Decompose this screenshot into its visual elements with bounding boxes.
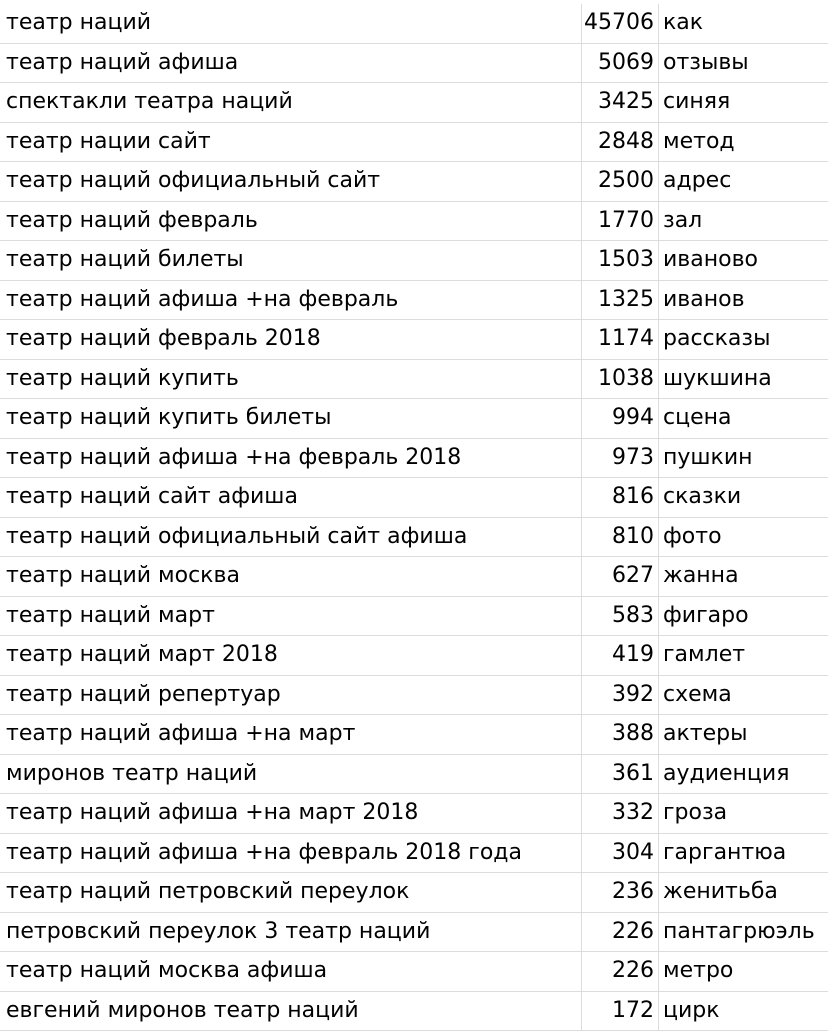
word-cell[interactable]: рассказы [663, 326, 771, 352]
table-row [0, 992, 828, 1032]
word-cell[interactable]: как [663, 10, 704, 36]
word-cell[interactable]: фигаро [663, 602, 749, 628]
table-row [0, 755, 828, 795]
table-row [0, 281, 828, 321]
query-cell[interactable]: театр наций официальный сайт афиша [0, 518, 582, 557]
word-cell[interactable]: схема [663, 681, 732, 707]
word-cell[interactable]: шукшина [663, 365, 772, 391]
word-cell[interactable]: зал [663, 207, 703, 233]
table-row [0, 636, 828, 676]
table-row [0, 873, 828, 913]
count-cell[interactable]: 172 [582, 992, 659, 1031]
query-cell[interactable]: театр наций афиша +на февраль [0, 281, 582, 320]
count-cell[interactable]: 1038 [582, 360, 659, 399]
word-cell[interactable]: отзывы [663, 49, 749, 75]
table-row [0, 320, 828, 360]
count-cell[interactable]: 236 [582, 873, 659, 912]
count-cell[interactable]: 2848 [582, 123, 659, 162]
count-cell[interactable]: 1770 [582, 202, 659, 241]
table-row [0, 360, 828, 400]
query-cell[interactable]: театр наций купить [0, 360, 582, 399]
count-cell[interactable]: 304 [582, 834, 659, 873]
count-cell[interactable]: 810 [582, 518, 659, 557]
count-cell[interactable]: 1174 [582, 320, 659, 359]
count-cell[interactable]: 3425 [582, 83, 659, 122]
query-cell[interactable]: театр наций сайт афиша [0, 478, 582, 517]
word-cell[interactable]: фото [663, 523, 722, 549]
table-row [0, 952, 828, 992]
query-cell[interactable]: театр наций февраль [0, 202, 582, 241]
query-cell[interactable]: театр наций февраль 2018 [0, 320, 582, 359]
query-cell[interactable]: евгений миронов театр наций [0, 992, 582, 1031]
count-cell[interactable]: 226 [582, 913, 659, 952]
query-cell[interactable]: театр наций официальный сайт [0, 162, 582, 201]
count-cell[interactable]: 627 [582, 557, 659, 596]
table-row [0, 557, 828, 597]
table-row [0, 202, 828, 242]
count-cell[interactable]: 994 [582, 399, 659, 438]
word-cell[interactable]: пушкин [663, 444, 753, 470]
word-cell[interactable]: синяя [663, 89, 731, 115]
word-cell[interactable]: метро [663, 958, 734, 984]
query-cell[interactable]: театр наций афиша +на февраль 2018 года [0, 834, 582, 873]
count-cell[interactable]: 226 [582, 952, 659, 991]
query-cell[interactable]: театр наций билеты [0, 241, 582, 280]
word-cell[interactable]: гроза [663, 800, 728, 826]
table-row [0, 597, 828, 637]
count-cell[interactable]: 1325 [582, 281, 659, 320]
table-row [0, 4, 828, 44]
word-cell[interactable]: иваново [663, 247, 759, 273]
word-cell[interactable]: иванов [663, 286, 745, 312]
word-cell[interactable]: гамлет [663, 642, 746, 668]
query-cell[interactable]: театр наций петровский переулок [0, 873, 582, 912]
table-row [0, 162, 828, 202]
table-row [0, 241, 828, 281]
table-row [0, 478, 828, 518]
query-cell[interactable]: театр наций москва [0, 557, 582, 596]
query-cell[interactable]: театр нации сайт [0, 123, 582, 162]
count-cell[interactable]: 361 [582, 755, 659, 794]
word-cell[interactable]: пантагрюэль [663, 918, 815, 944]
count-cell[interactable]: 583 [582, 597, 659, 636]
query-cell[interactable]: театр наций афиша +на март [0, 715, 582, 754]
query-cell[interactable]: театр наций купить билеты [0, 399, 582, 438]
query-cell[interactable]: театр наций март 2018 [0, 636, 582, 675]
word-cell[interactable]: сцена [663, 405, 732, 431]
word-cell[interactable]: жанна [663, 563, 739, 589]
query-cell[interactable]: петровский переулок 3 театр наций [0, 913, 582, 952]
query-cell[interactable]: миронов театр наций [0, 755, 582, 794]
count-cell[interactable]: 1503 [582, 241, 659, 280]
word-cell[interactable]: женитьба [663, 879, 778, 905]
table-row [0, 399, 828, 439]
table-row [0, 518, 828, 558]
table-row [0, 913, 828, 953]
count-cell[interactable]: 973 [582, 439, 659, 478]
word-cell[interactable]: цирк [663, 997, 720, 1023]
query-cell[interactable]: театр наций [0, 4, 582, 43]
count-cell[interactable]: 419 [582, 636, 659, 675]
query-cell[interactable]: театр наций афиша +на февраль 2018 [0, 439, 582, 478]
table-row [0, 676, 828, 716]
table-row [0, 794, 828, 834]
table-row [0, 44, 828, 84]
word-cell[interactable]: гаргантюа [663, 839, 787, 865]
query-cell[interactable]: театр наций москва афиша [0, 952, 582, 991]
count-cell[interactable]: 332 [582, 794, 659, 833]
count-cell[interactable]: 45706 [582, 4, 659, 43]
count-cell[interactable]: 392 [582, 676, 659, 715]
word-cell[interactable]: актеры [663, 721, 748, 747]
count-cell[interactable]: 816 [582, 478, 659, 517]
table-row [0, 83, 828, 123]
count-cell[interactable]: 2500 [582, 162, 659, 201]
query-cell[interactable]: спектакли театра наций [0, 83, 582, 122]
query-cell[interactable]: театр наций афиша [0, 44, 582, 83]
count-cell[interactable]: 388 [582, 715, 659, 754]
word-cell[interactable]: адрес [663, 168, 732, 194]
table-row [0, 123, 828, 163]
query-cell[interactable]: театр наций афиша +на март 2018 [0, 794, 582, 833]
query-cell[interactable]: театр наций март [0, 597, 582, 636]
query-cell[interactable]: театр наций репертуар [0, 676, 582, 715]
word-cell[interactable]: метод [663, 128, 735, 154]
table-row [0, 715, 828, 755]
word-cell[interactable]: аудиенция [663, 760, 790, 786]
table-row [0, 439, 828, 479]
count-cell[interactable]: 5069 [582, 44, 659, 83]
word-cell[interactable]: сказки [663, 484, 742, 510]
table-row [0, 834, 828, 874]
